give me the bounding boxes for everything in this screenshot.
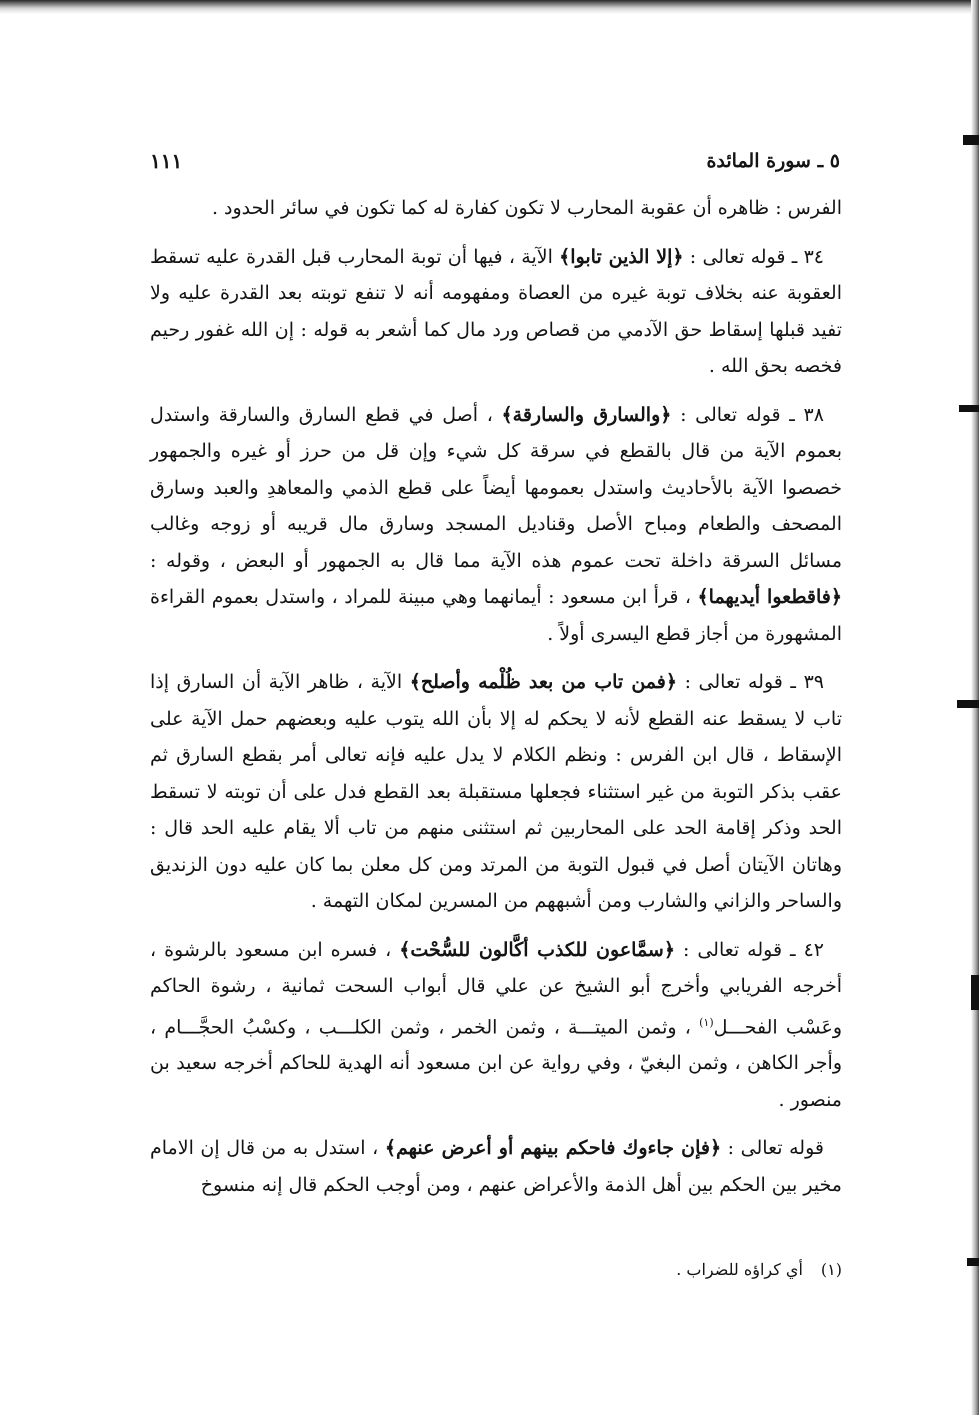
- verse-number-lead: ٤٢ ـ قوله تعالى :: [674, 938, 824, 961]
- verse-number-lead: ٣٩ ـ قوله تعالى :: [677, 671, 824, 693]
- paragraph-verse-42: [150, 932, 842, 1119]
- paragraph-verse-38: [150, 397, 842, 653]
- quran-quote: ﴿إلا الذين تابوا﴾: [559, 245, 684, 268]
- edge-mark: [959, 405, 979, 412]
- footnote-text: أي كراؤه للضراب .: [676, 1260, 803, 1279]
- text-segment: الآية ، ظاهر الآية أن السارق إذا تاب لا يسقط عنه القطع لأنه لا يحكم له إلا بأن الله يتوب عليه وبعضهم حمل الآية على الإسقاط ، قال ابن الفرس : ونظم الكلام لا يدل عليه فإنه تعالى أمر بقطع السارق ثم عقب بذكر التوبة من غير استثناء فجعلها مستقبلة بعد القطع فدل على أن توبته لا تسقط الحد وذكر إقامة الحد على المحاربين ثم استثنى منهم من تاب ألا يقام عليه الحد قال : وهاتان الآيتان أصل في قبول التوبة من المرتد ومن كل معلن بما كان عليه دون الزنديق والساحر والزاني والشارب ومن أشبههم من المسرين لمكان التهمة .: [150, 671, 842, 912]
- page-edge-top: [0, 0, 979, 14]
- quran-quote: ﴿فمن تاب من بعد ظُلْمه وأصلح﴾: [409, 671, 677, 693]
- quran-quote: ﴿فاقطعوا أيديهما﴾: [697, 586, 842, 608]
- paragraph-verse-42-cont: [150, 1130, 842, 1203]
- paragraph-verse-39: [150, 664, 842, 920]
- text-segment: قوله تعالى :: [721, 1137, 824, 1160]
- text-segment: ، فسره ابن مسعود بالرشوة ، أخرجه الفريابي وأخرج أبو الشيخ عن علي قال أبواب السحت ثمانية ، رشوة الحاكم وعَسْب الفحـــل: [150, 938, 842, 1038]
- surah-title: ٥ ـ سورة المائدة: [706, 150, 840, 172]
- quran-quote: ﴿سمَّاعون للكذب أكَّالون للسُّحْت﴾: [399, 938, 675, 961]
- text-segment: الفرس : ظاهره أن عقوبة المحارب لا تكون كفارة له كما تكون في سائر الحدود .: [211, 197, 842, 219]
- quran-quote: ﴿فإن جاءوك فاحكم بينهم أو أعرض عنهم﴾: [384, 1137, 722, 1160]
- text-segment: ، وثمن الميتـــة ، وثمن الخمر ، وثمن الكلـــب ، وكسْبُ الحجَّـــام ، وأجر الكاهن ، وثمن البغيّ ، وفي رواية عن ابن مسعود أنه الهدية للحاكم أخرجه سعيد بن منصور .: [150, 1015, 842, 1111]
- verse-number-lead: ٣٤ ـ قوله تعالى :: [683, 245, 824, 268]
- footnote-item: [150, 1260, 842, 1279]
- edge-mark: [967, 1258, 979, 1266]
- footnote-marker: (١): [820, 1260, 842, 1279]
- footnotes: [150, 1260, 842, 1279]
- paragraph-verse-34: [150, 239, 842, 385]
- running-header: [150, 146, 840, 176]
- main-text: [150, 190, 842, 1215]
- edge-mark: [963, 135, 979, 145]
- quran-quote: ﴿والسارق والسارقة﴾: [501, 403, 672, 426]
- paragraph-continuation: [150, 190, 842, 227]
- text-segment: ، استدل به من قال إن الامام مخير بين الحكم بين أهل الذمة والأعراض عنهم ، ومن أوجب الحكم قال إنه منسوخ: [150, 1137, 842, 1196]
- text-segment: ، أصل في قطع السارق والسارقة واستدل بعموم الآية من قال بالقطع في سرقة كل شيء وإن قل من حرز أو غيره والجمهور خصصوا الآية بالأحاديث واستدل بعمومها أيضاً على قطع الذمي والمعاهدِ والعبد وسارق المصحف والطعام ومباح الأصل وقناديل المسجد وسارق مال قريبه أو زوجه وغالب مسائل السرقة داخلة تحت عموم هذه الآية مما قال به الجمهور أو البعض ، وقوله :: [150, 403, 842, 572]
- edge-mark: [957, 700, 979, 708]
- verse-number-lead: ٣٨ ـ قوله تعالى :: [671, 403, 824, 426]
- page-number: ١١١: [150, 149, 183, 173]
- footnote-reference[interactable]: (١): [699, 1015, 714, 1029]
- edge-mark: [971, 975, 979, 1010]
- text-segment: الآية ، فيها أن توبة المحارب قبل القدرة عليه تسقط العقوبة عنه بخلاف توبة غيره من العصاة ومفهومه أنه لا تنفع توبته بعد القدرة عليه ولا تفيد قبلها إسقاط حق الآدمي من قصاص ورد مال كما أشعر به قوله : إن الله غفور رحيم فخصه بحق الله .: [150, 245, 842, 377]
- text-segment: ، قرأ ابن مسعود : أيمانهما وهي مبينة للمراد ، واستدل بعموم القراءة المشهورة من أجاز قطع اليسرى أولاً .: [150, 586, 842, 645]
